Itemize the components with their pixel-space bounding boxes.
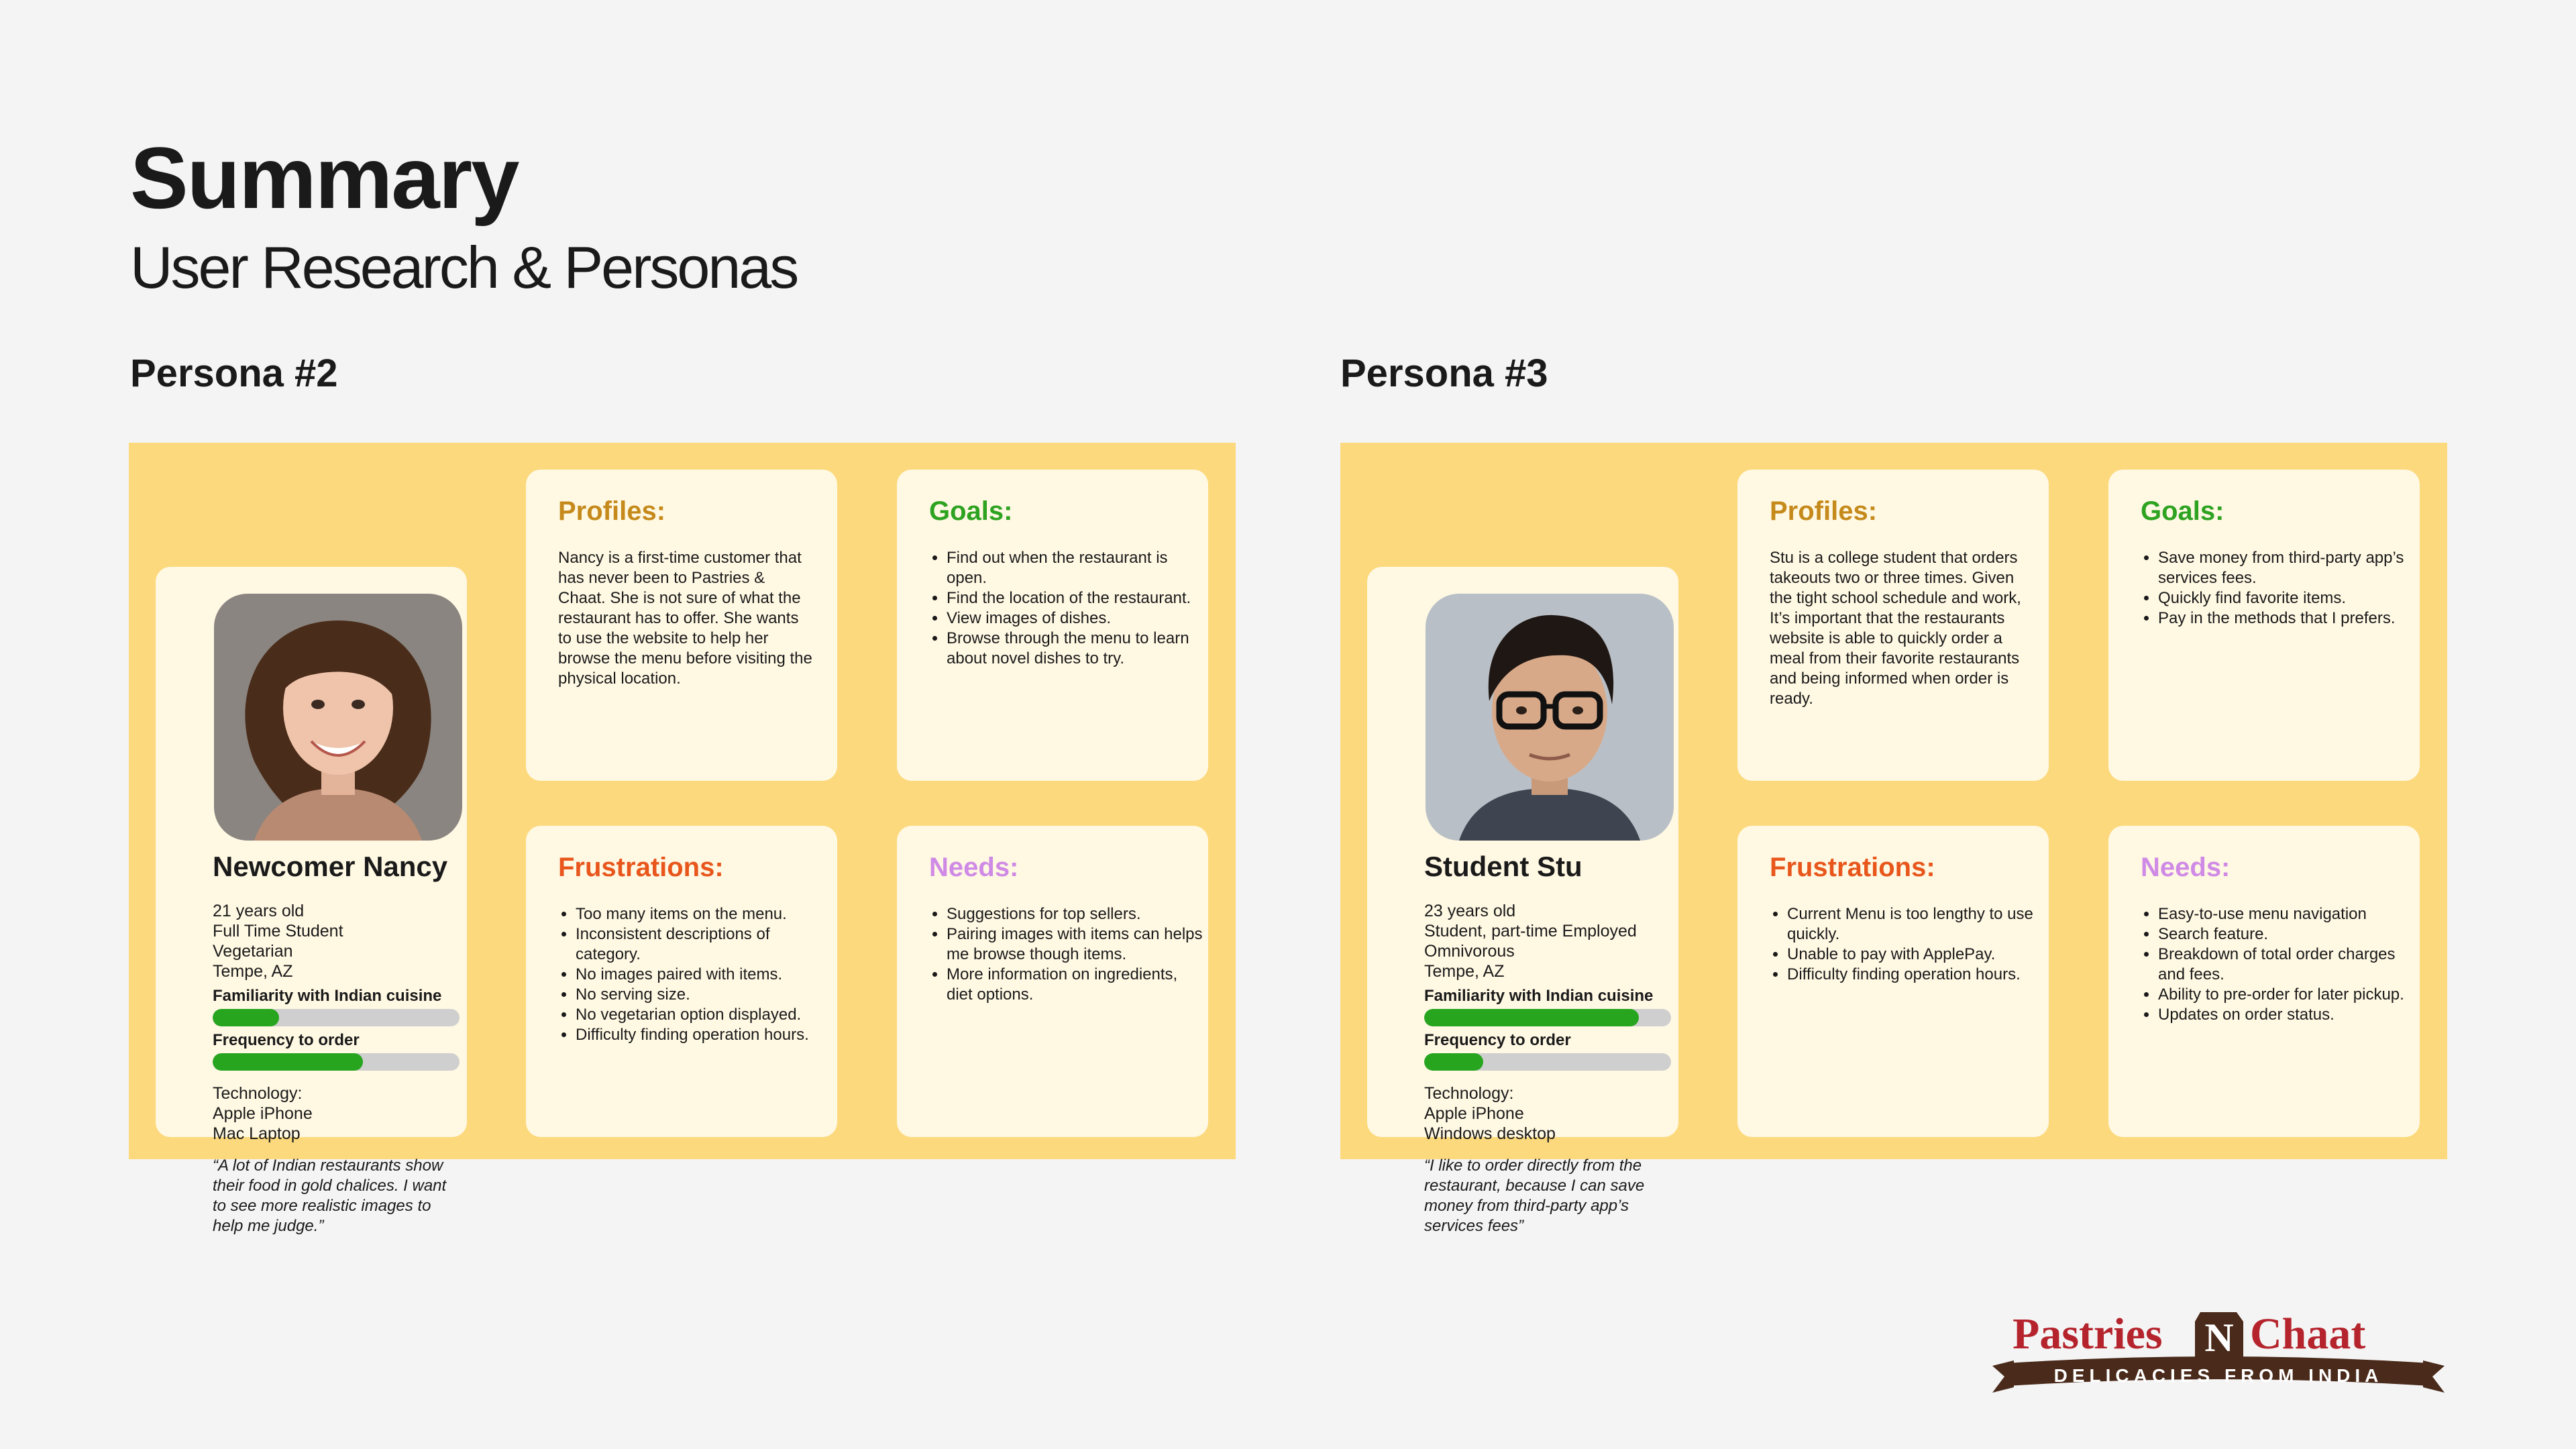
- persona-3-technology-item: Windows desktop: [1424, 1124, 1556, 1143]
- persona-3-profiles-card: [1737, 470, 2049, 781]
- persona-3-goals-title: Goals:: [2141, 496, 2224, 526]
- list-item: • Difficulty finding operation hours.: [576, 1025, 833, 1045]
- list-item: • Quickly find favorite items.: [2158, 588, 2416, 608]
- persona-2-profiles-text: Nancy is a first-time customer that has never been to Pastries & Chaat. She is not sure of what the restaurant has to offer. She wants to use the website to help her browse the menu before visiting the physical location.: [558, 549, 812, 688]
- persona-3-familiarity-label: Familiarity with Indian cuisine: [1424, 987, 1654, 1005]
- persona-2-location: Tempe, AZ: [213, 962, 293, 981]
- persona-2-profiles-card: [526, 470, 837, 781]
- persona-2-name: Newcomer Nancy: [213, 851, 448, 882]
- persona-2-needs-title: Needs:: [929, 853, 1019, 882]
- persona-2-age: 21 years old: [213, 902, 305, 920]
- persona-3-needs-card: [2108, 826, 2420, 1137]
- persona-2-technology-label: Technology:: [213, 1084, 303, 1103]
- persona-3-frequency-label: Frequency to order: [1424, 1031, 1571, 1049]
- persona-2-needs-list: [929, 904, 1204, 1005]
- persona-2-frustrations-card: [526, 826, 837, 1137]
- persona-3-profiles-text: Stu is a college student that orders takeouts two or three times. Given the tight school schedule and work, It’s important that the restaurants website is able to quickly order a meal from their favorite restaurants and being informed when order is ready.: [1770, 549, 2021, 708]
- persona-2-familiarity-bar: [213, 1009, 460, 1026]
- persona-2-needs-card: [897, 826, 1208, 1137]
- persona-3-id-card: [1367, 567, 1678, 1235]
- persona-2-goals-title: Goals:: [929, 496, 1013, 526]
- persona-2-technology-item: Mac Laptop: [213, 1124, 301, 1143]
- list-item: • No images paired with items.: [576, 965, 833, 985]
- persona-2-familiarity-label: Familiarity with Indian cuisine: [213, 987, 442, 1005]
- persona-2-frustrations-list: [558, 904, 833, 1045]
- persona-3-frustrations-card: [1737, 826, 2049, 1137]
- list-item: • Current Menu is too lengthy to use quickly.: [1787, 904, 2045, 945]
- persona-2-technology-item: Apple iPhone: [213, 1104, 313, 1123]
- persona-3-diet: Omnivorous: [1424, 942, 1515, 961]
- persona-3-frequency-fill: [1424, 1053, 1483, 1071]
- list-item: • View images of dishes.: [947, 608, 1204, 629]
- logo-text-pastries: Pastries: [2012, 1309, 2163, 1358]
- woman-portrait-icon: [214, 594, 462, 841]
- list-item: • Too many items on the menu.: [576, 904, 833, 924]
- persona-3-frustrations-title: Frustrations:: [1770, 853, 1935, 882]
- list-item: • Find out when the restaurant is open.: [947, 548, 1204, 588]
- persona-3-profiles-title: Profiles:: [1770, 496, 1878, 526]
- persona-3-goals-card: [2108, 470, 2420, 781]
- logo-text-n: N: [2204, 1316, 2234, 1360]
- list-item: • Suggestions for top sellers.: [947, 904, 1204, 924]
- list-item: • No vegetarian option displayed.: [576, 1005, 833, 1025]
- persona-2-profiles-title: Profiles:: [558, 496, 666, 526]
- persona-3-details: [1424, 901, 1637, 981]
- persona-3-technology-label: Technology:: [1424, 1084, 1514, 1103]
- persona-2-frequency-label: Frequency to order: [213, 1031, 360, 1049]
- list-item: • Difficulty finding operation hours.: [1787, 965, 2045, 985]
- list-item: • Ability to pre-order for later pickup.: [2158, 985, 2416, 1005]
- page-subtitle: User Research & Personas: [130, 234, 798, 301]
- persona-2-frustrations-title: Frustrations:: [558, 853, 724, 882]
- list-item: • Pay in the methods that I prefers.: [2158, 608, 2416, 629]
- persona-3-frequency-bar: [1424, 1053, 1671, 1071]
- persona-2-occupation: Full Time Student: [213, 922, 343, 941]
- persona-3-quote: “I like to order directly from the restaurant, because I can save money from third-party app’s services fees”: [1424, 1157, 1645, 1235]
- list-item: • Unable to pay with ApplePay.: [1787, 945, 2045, 965]
- persona-2-heading: Persona #2: [130, 352, 338, 395]
- page-title: Summary: [130, 129, 519, 227]
- list-item: • Find the location of the restaurant.: [947, 588, 1204, 608]
- list-item: • Easy-to-use menu navigation: [2158, 904, 2416, 924]
- persona-3-frustrations-list: [1770, 904, 2045, 985]
- persona-3-location: Tempe, AZ: [1424, 962, 1505, 981]
- persona-3-panel: [1340, 443, 2447, 1235]
- persona-2-quote: “A lot of Indian restaurants show their food in gold chalices. I want to see more realistic images to help me judge.”: [213, 1157, 447, 1235]
- list-item: • Save money from third-party app’s services fees.: [2158, 548, 2416, 588]
- pastries-n-chaat-logo: [1987, 1307, 2450, 1401]
- persona-2-diet: Vegetarian: [213, 942, 293, 961]
- list-item: • Search feature.: [2158, 924, 2416, 945]
- list-item: • Pairing images with items can helps me browse though items.: [947, 924, 1204, 965]
- persona-3-technology-item: Apple iPhone: [1424, 1104, 1524, 1123]
- persona-2-goals-card: [897, 470, 1208, 781]
- persona-3-occupation: Student, part-time Employed: [1424, 922, 1637, 941]
- list-item: • No serving size.: [576, 985, 833, 1005]
- list-item: • Inconsistent descriptions of category.: [576, 924, 833, 965]
- persona-3-familiarity-fill: [1424, 1009, 1639, 1026]
- persona-2-frequency-bar: [213, 1053, 460, 1071]
- persona-2-frequency-fill: [213, 1053, 363, 1071]
- persona-3-needs-list: [2141, 904, 2416, 1025]
- persona-2-id-card: [156, 567, 467, 1235]
- persona-3-needs-title: Needs:: [2141, 853, 2231, 882]
- logo-tagline: DELICACIES FROM INDIA: [2053, 1365, 2383, 1386]
- list-item: • Updates on order status.: [2158, 1005, 2416, 1025]
- man-with-glasses-portrait-icon: [1426, 594, 1674, 841]
- persona-3-goals-list: [2141, 548, 2416, 629]
- persona-2-panel: [129, 443, 1236, 1235]
- persona-3-age: 23 years old: [1424, 902, 1516, 920]
- persona-3-technology: [1424, 1083, 1556, 1144]
- persona-3-familiarity-bar: [1424, 1009, 1671, 1026]
- persona-2-technology: [213, 1083, 313, 1144]
- list-item: • More information on ingredients, diet options.: [947, 965, 1204, 1005]
- persona-3-name: Student Stu: [1424, 851, 1582, 882]
- persona-3-heading: Persona #3: [1340, 352, 1548, 395]
- persona-2-goals-list: [929, 548, 1204, 669]
- persona-2-details: [213, 901, 343, 981]
- list-item: • Browse through the menu to learn about novel dishes to try.: [947, 629, 1204, 669]
- logo-text-chaat: Chaat: [2250, 1309, 2366, 1358]
- persona-2-familiarity-fill: [213, 1009, 279, 1026]
- list-item: • Breakdown of total order charges and fees.: [2158, 945, 2416, 985]
